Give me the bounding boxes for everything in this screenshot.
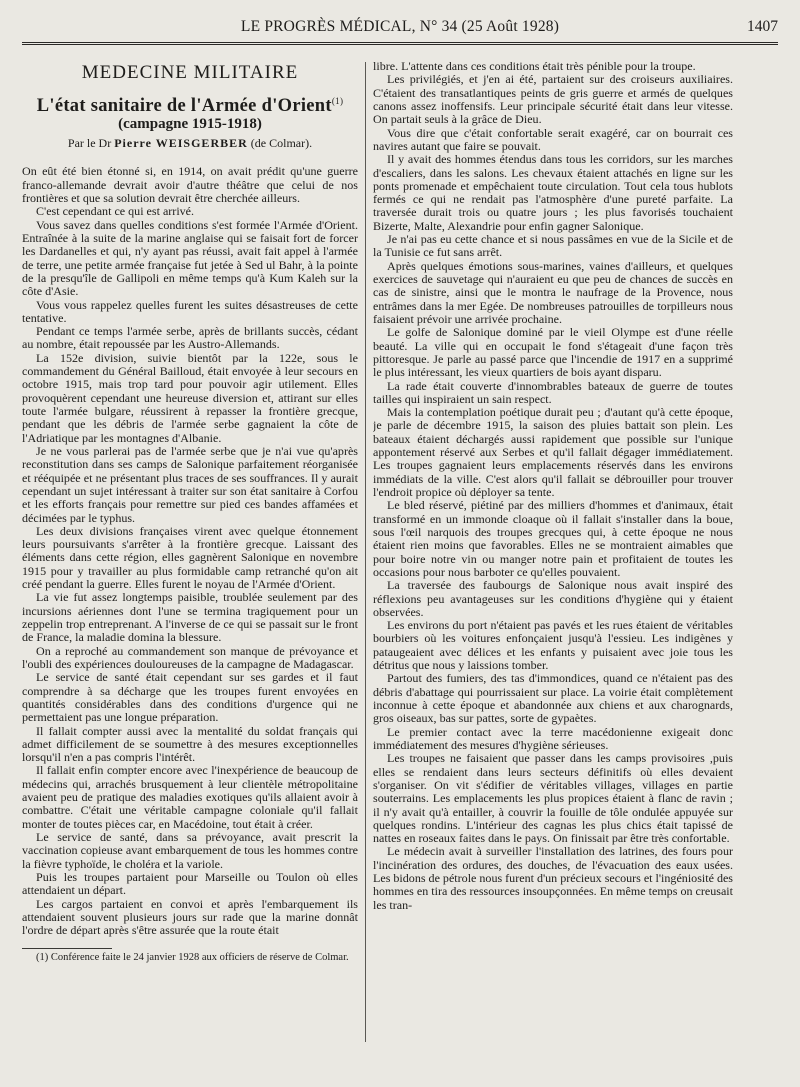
- footnote-rule: [22, 948, 112, 949]
- paragraph: Je n'ai pas eu cette chance et si nous passâmes en vue de la Sicile et de la Tunisie ce fut sans arrêt.: [373, 232, 733, 260]
- paragraph: La 152e division, suivie bientôt par la 122e, sous le commandement du Général Bailloud, était envoyée à leur secours en octobre 1915, mais trop tard pour pouvoir agir utilement. Elles provoquèrent cependant une heureuse diversion et, attirant sur elles toute l'armée bulgare, réussirent à repasser la frontière grecque, pendant que les débris de l'armée serbe gagnaient la côte de l'Adriatique par les montagnes d'Albanie.: [22, 350, 358, 445]
- paragraph: La rade était couverte d'innombrables bateaux de guerre de toutes tailles qui inspiraient un sain respect.: [373, 378, 733, 406]
- paragraph: Le service de santé, dans sa prévoyance, avait prescrit la vaccination copieuse avant embarquement de tous les hommes contre la fièvre typhoïde, le choléra et la variole.: [22, 830, 358, 871]
- paragraph: Vous dire que c'était confortable serait exagéré, car on bourrait ces navires autant que faire se pouvait.: [373, 125, 733, 153]
- page-number: 1407: [747, 18, 778, 35]
- paragraph: Vous savez dans quelles conditions s'est formée l'Armée d'Orient. Entraînée à la suite de la marine anglaise qui se faisait fort de forcer les Dardanelles et qui, n'y ayant pas réussi, avait fait appel à l'armée de terre, une petite armée française fut jetée à Sed ul Bahr, à la pointe de la presqu'île de Gallipoli en même temps qu'à Kum Kaleh sur la côte d'Asie.: [22, 217, 358, 299]
- right-body-text: [373, 60, 733, 912]
- paragraph: Il y avait des hommes étendus dans tous les corridors, sur les marches d'escaliers, dans les salons. Les chevaux étaient attachés en ligne sur les ponts promenade et empêchaient toute circulation. Tout cela tous hublots fermés ce qui ne rendait pas l'atmosphère d'une pureté parfaite. La traversée durait trois ou quatre jours ; les plus favorisés touchaient Bizerte, Malte, Alexandrie pour enfin gagner Salonique.: [373, 152, 733, 233]
- byline-prefix: Par le Dr: [67, 136, 112, 151]
- paragraph: Partout des fumiers, des tas d'immondices, quand ce n'étaient pas des débris d'abattage qui pourrissaient sur place. La voirie était complètement inconnue à cette époque et abandonnée aux chiens et aux charognards, gros oiseaux, bas sur pattes, sorte de gypaètes.: [373, 671, 733, 726]
- paragraph: Le golfe de Salonique dominé par le vieil Olympe est d'une réelle beauté. La ville qui en occupait le fond s'étageait d'une façon très pittoresque. Je parle au passé parce que l'incendie de 1917 en a supprimé le plus intéressant, les vieux quartiers de bois ayant disparu.: [373, 325, 733, 380]
- paragraph: Le bled réservé, piétiné par des milliers d'hommes et d'animaux, était transformé en un immonde cloaque où il fallait s'installer dans la boue, sous l'œil narquois des troupes grecques qui, à cette époque ne nous étaient rien moins que favorables. Elles ne se montraient aimables que pour boire notre vin ou manger notre pain et profitaient de toutes les occasions pour nous barboter ce qu'elles pouvaient.: [373, 498, 733, 579]
- title-footnote-marker: (1): [331, 96, 344, 107]
- paragraph: Les privilégiés, et j'en ai été, partaient sur des croiseurs auxiliaires. C'étaient des transatlantiques peints de gris guerre et armés de quelques canons assez inoffensifs. Leur principale sécurité était dans leur vitesse. On partait seuls à la grâce de Dieu.: [373, 72, 733, 127]
- article-title: [22, 95, 358, 117]
- paragraph: On eût été bien étonné si, en 1914, on avait prédit qu'une guerre franco-allemande devrait avoir d'autre théâtre que celui de nos frontières et que sa solution devrait être cherchée ailleurs.: [22, 164, 358, 206]
- running-header: [22, 18, 778, 44]
- paragraph: La traversée des faubourgs de Salonique nous avait inspiré des réflexions peu avantageuses sur les conditions d'hygiène qui y étaient observées.: [373, 578, 733, 619]
- paragraph: C'est cependant ce qui est arrivé.: [36, 204, 195, 219]
- paragraph: Pendant ce temps l'armée serbe, après de brillants succès, cédant au nombre, était repoussée par les Austro-Allemands.: [22, 324, 358, 352]
- paragraph: Les troupes ne faisaient que passer dans les camps provisoires ,puis elles se rendaient dans leurs secteurs définitifs où elles devaient s'organiser. On vit s'édifier de véritables villages, villages en partie souterrains. Les emplacements les plus propices étaient à flanc de ravin ; il n'y avait qu'à entailler, à couvrir la fouille de tôle ondulée appuyée sur quelques rondins. L'intérieur des cagnas les plus chics était tapissé de nattes en roseaux faites dans le pays. On finissait par être très confortable.: [373, 751, 733, 846]
- column-divider: [365, 62, 366, 1042]
- paragraph: Après quelques émotions sous-marines, vaines d'ailleurs, et quelques exercices de sauvetage qui n'auraient eu que peu de chances de succès en cas de sinistre, ainsi que le montra le naufrage de la Provence, nous entrâmes dans la mer Egée. De nombreuses patrouilles de torpilleurs nous faisaient prévoir une arrivée prochaine.: [373, 258, 733, 326]
- paragraph: Le premier contact avec la terre macédonienne exigeait donc immédiatement des mesures d'hygiène sérieuses.: [373, 724, 733, 752]
- paragraph: Il fallait compter aussi avec la mentalité du soldat français qui admet difficilement de se soumettre à des mesures exceptionnelles lorsqu'il n'en a pas compris l'intérêt.: [22, 723, 358, 765]
- paragraph: Mais la contemplation poétique durait peu ; d'autant qu'à cette époque, je parle de décembre 1915, la saison des pluies battait son plein. Les bateaux étaient déchargés aussi rapidement que possible sur l'unique appontement réservé aux Serbes et qu'il fallait dégager immédiatement. Les troupes gagnaient leurs emplacements réservés dans les environs immédiats de la ville. C'est alors qu'il fallait se débrouiller pour trouver l'endroit propice où déployer sa tente.: [373, 405, 733, 499]
- article-subtitle: (campagne 1915-1918): [118, 115, 262, 132]
- paragraph: On a reproché au commandement son manque de prévoyance et l'oubli des expériences douloureuses de la campagne de Madagascar.: [22, 643, 358, 671]
- section-heading: MEDECINE MILITAIRE: [81, 62, 299, 83]
- author-name: Pierre WEISGERBER: [114, 136, 248, 151]
- right-column: [373, 60, 733, 1060]
- paragraph: Puis les troupes partaient pour Marseille ou Toulon où elles attendaient un départ.: [22, 869, 358, 898]
- paragraph: Le médecin avait à surveiller l'installation des latrines, des fours pour l'incinération des ordures, des douches, de l'évacuation des eaux usées. Les bidons de pétrole nous furent d'un précieux secours et l'ingéniosité des hommes en tira des ressources insoupçonnées. En même temps on creusait les tran-: [373, 844, 733, 912]
- paragraph: Les environs du port n'étaient pas pavés et les rues étaient de véritables bourbiers où les voitures enfonçaient jusqu'à l'essieu. Les indigènes y pataugeaient avec délices et les enfants y puisaient avec joie tous les détritus que nous y laissions tomber.: [373, 618, 733, 673]
- article-title-text: L'état sanitaire de l'Armée d'Orient: [36, 96, 332, 117]
- paragraph: Il fallait enfin compter encore avec l'inexpérience de beaucoup de médecins qui, arrachés brusquement à leur clientèle métropolitaine avaient peu de pratique des maladies exotiques qu'ils allaient avoir à combattre. C'était une véritable campagne coloniale qu'il fallait monter de toutes pièces car, en Macédoine, tout était à créer.: [22, 763, 358, 831]
- header-rule: [22, 42, 778, 45]
- paragraph: libre. L'attente dans ces conditions était très pénible pour la troupe.: [373, 60, 696, 73]
- left-body-text: [22, 165, 358, 937]
- byline-suffix: (de Colmar).: [250, 136, 313, 151]
- byline: [22, 137, 358, 150]
- left-column: [22, 60, 358, 1060]
- footnote: (1) Conférence faite le 24 janvier 1928 aux officiers de réserve de Colmar.: [36, 951, 349, 963]
- paragraph: Le service de santé était cependant sur ses gardes et il faut comprendre à sa décharge que les troupes furent envoyées en quantités considérables dans des conditions d'urgence qui ne permettaient pas une longue préparation.: [22, 670, 358, 725]
- paragraph: La vie fut assez longtemps paisible, troublée seulement par des incursions aériennes dont l'une se termina tragiquement pour un zeppelin trop entreprenant. A l'inverse de ce qui se passait sur le front de France, la maladie domina la blessure.: [22, 590, 358, 645]
- paragraph: Vous vous rappelez quelles furent les suites désastreuses de cette tentative.: [22, 297, 358, 325]
- paragraph: Les deux divisions françaises virent avec quelque étonnement leurs poursuivants s'arrêter à la frontière grecque. Laissant des éléments dans cette région, elles gagnèrent Salonique en novembre 1915 pour y travailler au plus formidable camp retranché qu'on ait créé pendant la guerre. Elles furent le noyau de l'Armée d'Orient.: [22, 523, 358, 592]
- paragraph: Je ne vous parlerai pas de l'armée serbe que je n'ai vue qu'après reconstitution dans ses camps de Salonique parfaitement réorganisée et rééquipée et ne présentant plus traces de ses souffrances. Il y aurait cependant un sujet intéressant à traiter sur son état sanitaire à Corfou et les efforts français pour remettre sur pied ces bandes affamées et décimées par le typhus.: [22, 443, 358, 525]
- paragraph: Les cargos partaient en convoi et après l'embarquement ils attendaient souvent plusieurs jours sur rade que la marine donnât l'ordre de départ après s'être assurée que la route était: [22, 896, 358, 938]
- journal-title: LE PROGRÈS MÉDICAL, N° 34 (25 Août 1928): [240, 18, 560, 35]
